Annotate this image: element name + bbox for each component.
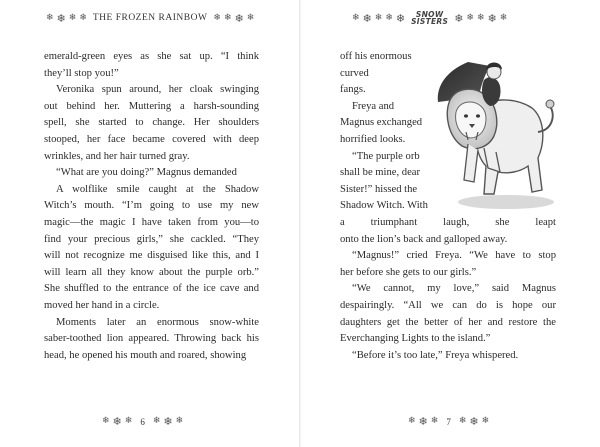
snowflake-icon: ❄ [246,12,255,23]
text-line: magic—the magic I have taken from you—to [44,216,259,228]
text-line: they’ll stop you!” [44,67,119,79]
snowflake-icon: ❄ [223,12,232,23]
right-body-text [340,215,556,364]
ground-shadow [458,195,554,209]
running-title: THE FROZEN RAINBOW [92,13,208,23]
right-wrapped-text [340,49,436,215]
text-line: wrinkles, and her hair turned gray. [44,150,190,162]
text-line: horrified looks. [340,133,406,145]
snowflake-icon: ❄ [430,416,439,426]
text-line: “What are you doing?” Magnus demanded [56,167,237,179]
snowflake-icon: ❄ [102,416,110,426]
snowflake-icon: ❄ [68,12,77,23]
text-line: Veronika spun around, her cloak swinging [56,84,259,96]
snowflake-icon: ❄ [481,416,490,426]
series-logo [411,11,448,25]
snowflake-icon: ❄ [352,12,360,23]
text-line: stooped, her face became covered with deep [44,133,259,145]
snowflake-icon: ❄ [46,12,54,23]
text-line: “Before it’s too late,” Freya whispered. [352,349,519,361]
text-line: Magnus exchanged [340,117,423,129]
snowflake-icon: ❄ [362,11,372,25]
text-line: onto the lion’s back and galloped away. [340,233,508,245]
left-header [46,8,254,28]
snowflake-icon: ❄ [487,11,497,25]
footer-ornament-right [459,416,489,427]
snowflake-icon: ❄ [56,11,66,25]
text-line: her before she gets to our girls.” [340,266,477,278]
text-line: daughters get the better of her and restore the [340,316,556,328]
tail-tuft [546,100,554,108]
paragraph [44,315,259,365]
text-line: off his enormous curved [340,51,412,79]
text-line: spell, she started to change. Her shoulders [44,117,259,129]
header-ornament-left [352,13,405,24]
snowflake-icon: ❄ [499,12,508,23]
snowflake-icon: ❄ [466,12,474,23]
snowflake-icon: ❄ [79,12,87,23]
text-line: fangs. [340,84,366,96]
text-line: head, he opened his mouth and roared, showing [44,349,247,361]
lion-front-leg [464,144,478,182]
text-line: Everchanging Lights to the island.” [340,333,491,345]
snowflake-icon: ❄ [112,415,122,428]
paragraph [44,49,259,82]
text-line: a triumphant laugh, she leapt [340,217,556,228]
snowflake-icon: ❄ [124,416,133,426]
text-line: Sister!” hissed the [340,183,418,195]
text-line: find your precious girls,” she cackled. “They [44,233,259,245]
header-ornament-right [454,13,507,24]
text-line: moved her hand in a circle. [44,299,160,311]
paragraph [340,348,556,365]
snowflake-icon: ❄ [385,12,393,23]
text-line: shall be mine, dear [340,167,421,179]
text-line: Witch’s mouth. “I’m going to use my new [44,200,259,212]
paragraph [44,82,259,165]
paragraph [44,182,259,315]
right-header [352,8,507,28]
right-page [300,0,600,447]
text-line: Shadow Witch. With [340,200,428,212]
paragraph [340,215,556,248]
text-line: out behind her. Muttering a harsh-sounding [44,100,259,112]
snowflake-icon: ❄ [418,415,428,428]
lion-eye [476,114,480,117]
snowflake-icon: ❄ [408,416,416,426]
paragraph [340,281,556,347]
snowflake-icon: ❄ [213,12,221,23]
paragraph [44,165,259,182]
text-line: will learn all they know about the purple orb.” [44,266,259,278]
header-ornament-left [46,13,87,24]
snowflake-icon: ❄ [374,12,383,23]
snowflake-icon: ❄ [163,415,173,428]
right-footer [408,416,489,427]
text-line: She shuffled to the entrance of the ice cave and [44,283,259,295]
page-number: 7 [446,416,451,427]
snowflake-icon: ❄ [476,12,485,23]
footer-ornament-right [153,416,183,427]
snowflake-icon: ❄ [454,11,464,25]
text-line: emerald-green eyes as she sat up. “I think [44,51,259,62]
snowflake-icon: ❄ [469,415,479,428]
snowflake-icon: ❄ [175,416,184,426]
text-line: despairingly. “All we can do is hope our [340,299,556,311]
snowflake-icon: ❄ [395,11,406,25]
logo-line: SISTERS [411,17,449,26]
snowflake-icon: ❄ [458,416,467,426]
text-line: “The purple orb [352,150,420,162]
snowflake-icon: ❄ [152,416,161,426]
header-ornament-right [213,13,254,24]
footer-ornament-left [102,416,132,427]
lion-eye [464,114,468,117]
left-footer [102,416,183,427]
left-body-text [44,49,259,364]
page-number: 6 [140,416,145,427]
text-line: “We cannot, my love,” said Magnus [352,283,556,295]
text-line: “Magnus!” cried Freya. “We have to stop [352,250,556,262]
text-line: will not recognize me disguised like this, and I [44,250,259,262]
paragraph [340,248,556,281]
snowflake-icon: ❄ [234,11,244,25]
text-line: saber-toothed lion appeared. Throwing back his [44,333,259,345]
text-line: Freya and [352,100,395,112]
footer-ornament-left [408,416,438,427]
logo-line: SNOW [415,10,444,19]
text-line: A wolflike smile caught at the Shadow [56,183,259,195]
lion-illustration [428,40,558,215]
text-line: Moments later an enormous snow-white [56,316,259,328]
